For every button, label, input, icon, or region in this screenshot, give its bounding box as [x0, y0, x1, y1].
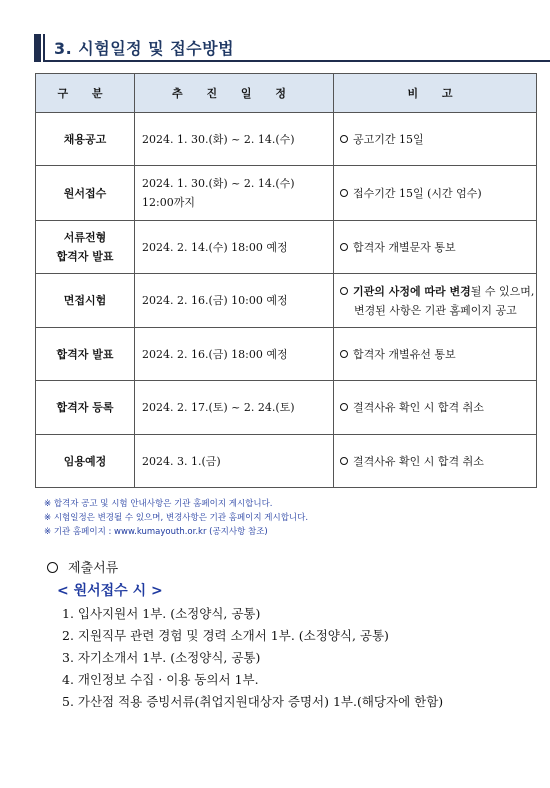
row-remarks	[334, 328, 537, 381]
footnotes	[44, 497, 308, 539]
list-item: 4. 개인정보 수집 · 이용 동의서 1부.	[62, 672, 259, 687]
row-remarks	[334, 166, 537, 221]
schedule-line: 2024. 2. 16.(금) 10:00 예정	[142, 294, 288, 307]
section-accent-bar	[34, 34, 41, 62]
category-line: 면접시험	[63, 294, 107, 307]
remarks-text: 합격자 개별문자 통보	[353, 240, 456, 254]
header-category: 구 분	[36, 74, 135, 113]
circle-bullet-icon	[340, 403, 348, 411]
row-remarks	[334, 113, 537, 166]
table-row	[36, 328, 537, 381]
remarks-line	[340, 452, 535, 471]
header-schedule: 추 진 일 정	[135, 74, 334, 113]
row-category	[36, 166, 135, 221]
category-line: 합격자 등록	[56, 401, 114, 414]
footnote: ※ 기관 홈페이지 : www.kumayouth.or.kr (공지사항 참조)	[44, 527, 268, 537]
section-underline	[43, 60, 550, 62]
section-title: 3. 시험일정 및 접수방법	[54, 39, 235, 58]
remarks-line	[340, 398, 535, 417]
table-row	[36, 166, 537, 221]
category-line: 합격자 발표	[56, 250, 114, 263]
table-row	[36, 381, 537, 435]
section-header	[34, 34, 550, 62]
remarks-line	[340, 238, 535, 257]
category-line: 합격자 발표	[56, 347, 114, 361]
row-schedule	[135, 435, 334, 488]
circle-bullet-icon	[340, 287, 348, 295]
table-header-row	[36, 74, 537, 113]
remarks-text: 결격사유 확인 시 합격 취소	[353, 401, 484, 414]
schedule-table	[35, 73, 537, 488]
row-remarks	[334, 221, 537, 274]
row-schedule	[135, 113, 334, 166]
documents-heading	[47, 557, 118, 576]
schedule-line: 2024. 3. 1.(금)	[142, 454, 221, 468]
category-line: 채용공고	[63, 132, 107, 146]
schedule-line: 2024. 1. 30.(화) ~ 2. 14.(수)	[142, 177, 295, 190]
table-row	[36, 113, 537, 166]
footnote: ※ 시험일정은 변경될 수 있으며, 변경사항은 기관 홈페이지 게시합니다.	[44, 513, 309, 523]
remarks-line	[340, 184, 535, 203]
remarks-text: 될 수 있으며,	[470, 284, 535, 298]
circle-bullet-icon	[340, 135, 348, 143]
table-row	[36, 435, 537, 488]
schedule-line: 2024. 2. 14.(수) 18:00 예정	[142, 240, 288, 254]
footnote: ※ 합격자 공고 및 시험 안내사항은 기관 홈페이지 게시합니다.	[44, 499, 273, 509]
list-item: 2. 지원직무 관련 경험 및 경력 소개서 1부. (소정양식, 공통)	[62, 628, 389, 643]
circle-bullet-icon	[340, 350, 348, 358]
section-accent-line	[43, 34, 45, 62]
row-category	[36, 328, 135, 381]
row-category	[36, 274, 135, 328]
remarks-emphasis: 기관의 사정에 따라 변경	[353, 284, 471, 298]
row-category	[36, 221, 135, 274]
list-item: 5. 가산점 적용 증빙서류(취업지원대상자 증명서) 1부.(해당자에 한함)	[62, 694, 444, 709]
remarks-text: 결격사유 확인 시 합격 취소	[353, 454, 484, 468]
documents-subheading: < 원서접수 시 >	[57, 583, 163, 599]
row-remarks	[334, 274, 537, 328]
circle-bullet-icon	[47, 562, 58, 573]
list-item: 3. 자기소개서 1부. (소정양식, 공통)	[62, 650, 261, 665]
row-schedule	[135, 328, 334, 381]
remarks-text: 공고기간 15일	[353, 132, 424, 146]
documents-heading-text: 제출서류	[68, 561, 119, 576]
row-schedule	[135, 274, 334, 328]
remarks-text: 합격자 개별유선 통보	[353, 347, 456, 361]
table-row	[36, 221, 537, 274]
header-remarks: 비 고	[334, 74, 537, 113]
remarks-text: 접수기간 15일 (시간 엄수)	[353, 186, 482, 200]
row-schedule	[135, 221, 334, 274]
circle-bullet-icon	[340, 243, 348, 251]
row-schedule	[135, 166, 334, 221]
category-line: 원서접수	[63, 186, 107, 200]
remarks-line	[340, 301, 535, 320]
table-row	[36, 274, 537, 328]
remarks-line	[340, 130, 535, 149]
documents-list	[62, 603, 443, 713]
row-category	[36, 113, 135, 166]
row-category	[36, 381, 135, 435]
row-category	[36, 435, 135, 488]
circle-bullet-icon	[340, 457, 348, 465]
row-remarks	[334, 435, 537, 488]
list-item: 1. 입사지원서 1부. (소정양식, 공통)	[62, 606, 261, 621]
row-remarks	[334, 381, 537, 435]
category-line: 임용예정	[63, 454, 107, 468]
circle-bullet-icon	[340, 189, 348, 197]
remarks-line	[340, 345, 535, 364]
schedule-line: 12:00까지	[142, 196, 195, 209]
remarks-line	[340, 282, 535, 301]
remarks-text: 변경된 사항은 기관 홈페이지 공고	[354, 303, 517, 317]
category-line: 서류전형	[63, 231, 107, 244]
row-schedule	[135, 381, 334, 435]
schedule-line: 2024. 2. 16.(금) 18:00 예정	[142, 347, 288, 361]
schedule-line: 2024. 2. 17.(토) ~ 2. 24.(토)	[142, 401, 295, 414]
schedule-line: 2024. 1. 30.(화) ~ 2. 14.(수)	[142, 132, 295, 146]
